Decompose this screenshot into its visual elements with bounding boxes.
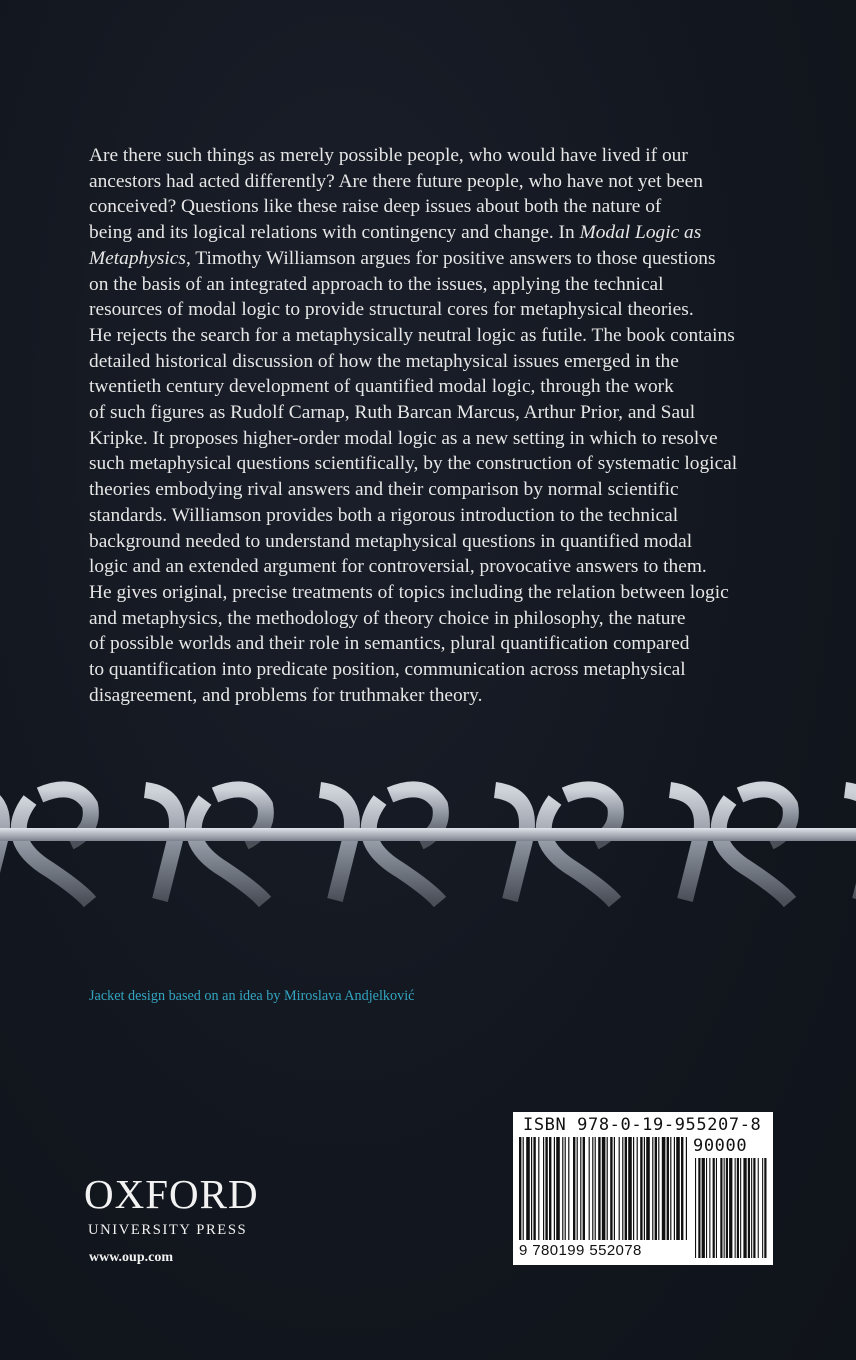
blurb-line: of such figures as Rudolf Carnap, Ruth Barcan Marcus, Arthur Prior, and Saul [89,402,696,424]
blurb-line: detailed historical discussion of how the metaphysical issues emerged in the [89,350,679,372]
motif-symbol-icon [320,789,441,902]
motif-symbol-icon [145,789,266,902]
blurb-line: background needed to understand metaphysical questions in quantified modal [89,530,693,552]
blurb-line: Metaphysics, Timothy Williamson argues for positive answers to those questions [89,247,716,269]
blurb-line: standards. Williamson provides both a rigorous introduction to the technical [89,504,679,526]
blurb-line: such metaphysical questions scientifically, by the construction of systematic logical [89,453,738,475]
blurb-text [89,143,779,708]
blurb-line: on the basis of an integrated approach to the issues, applying the technical [89,273,664,295]
blurb-line: Are there such things as merely possible people, who would have lived if our [89,145,688,166]
motif-symbol-icon [495,789,616,902]
blurb-line: being and its logical relations with contingency and change. In Modal Logic as [89,222,702,244]
blurb-line: He rejects the search for a metaphysically neutral logic as futile. The book contains [89,324,735,346]
isbn-barcode [513,1112,773,1265]
publisher-press: UNIVERSITY PRESS [88,1222,248,1238]
blurb-line: of possible worlds and their role in semantics, plural quantification compared [89,633,690,655]
ean-digits: 9 780199 552078 [519,1242,642,1259]
price-code: 90000 [693,1136,748,1156]
blurb-line: to quantification into predicate position, communication across metaphysical [89,659,686,681]
blurb-line: conceived? Questions like these raise deep issues about both the nature of [89,196,662,218]
blurb-line: and metaphysics, the methodology of theory choice in philosophy, the nature [89,607,686,629]
blurb-line: disagreement, and problems for truthmaker theory. [89,684,483,706]
blurb-line: Kripke. It proposes higher-order modal logic as a new setting in which to resolve [89,427,718,449]
blurb-line: twentieth century development of quantified modal logic, through the work [89,376,674,398]
modal-symbol-motif-icon [0,770,856,920]
motif-symbol-icon [0,789,91,902]
motif-symbol-icon [845,789,856,902]
motif-symbol-icon [670,789,791,902]
isbn-label: ISBN 978-0-19-955207-8 [523,1115,762,1135]
blurb-line: resources of modal logic to provide structural cores for metaphysical theories. [89,299,694,321]
publisher-website: www.oup.com [89,1250,174,1265]
publisher-name: OXFORD [84,1171,259,1217]
blurb-line: logic and an extended argument for controversial, provocative answers to them. [89,556,707,578]
publisher-logo [84,1172,259,1239]
jacket-credit: Jacket design based on an idea by Miroslava Andjelković [89,988,415,1004]
blurb-line: ancestors had acted differently? Are there future people, who have not yet been [89,170,703,192]
blurb-line: He gives original, precise treatments of topics including the relation between logic [89,581,729,603]
blurb-line: theories embodying rival answers and their comparison by normal scientific [89,479,679,501]
